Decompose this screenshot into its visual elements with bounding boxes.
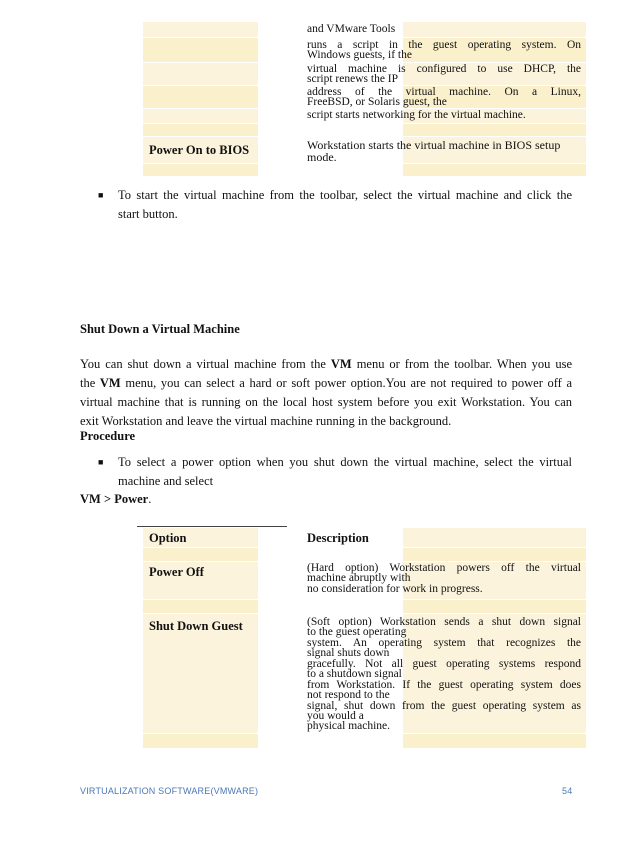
bullet-paragraph [118, 186, 572, 224]
cell-description: virtual machine is configured to use DHCP, the [307, 63, 581, 75]
bullet-marker: ■ [98, 190, 104, 200]
footer-title: VIRTUALIZATION SOFTWARE(VMWARE) [80, 786, 259, 796]
cell-description: script renews the IP [307, 73, 399, 85]
table-row [143, 124, 586, 137]
cell-description: machine abruptly with [307, 572, 411, 584]
table-row [143, 63, 586, 86]
cell-description: script starts networking for the virtual machine. [307, 109, 526, 121]
table-row [143, 38, 586, 63]
bullet-marker: ■ [98, 457, 104, 467]
table-row [143, 734, 586, 749]
cell-description: runs a script in the guest operating system. On [307, 39, 581, 51]
text-line: the VM menu, you can select a hard or soft power option.You are not required to power off a [80, 376, 573, 390]
cell-description: gracefully. Not all guest operating systems respond [307, 658, 581, 670]
cell-description: FreeBSD, or Solaris guest, the [307, 96, 447, 108]
cell-description: Workstation starts the virtual machine in BIOS setup [307, 138, 561, 152]
cell-description: signal shuts down [307, 647, 390, 659]
text-line: To select a power option when you shut down the virtual machine, select the virtual [118, 455, 572, 469]
bullet-paragraph [118, 453, 572, 491]
cell-description: and VMware Tools [307, 23, 396, 35]
column-header-option: Option [149, 531, 187, 545]
cell-description: to a shutdown signal [307, 668, 402, 680]
cell-description: system. An operating system that recognizes the [307, 637, 581, 649]
cell-description: Windows guests, if the [307, 49, 412, 61]
cell-description: you would a [307, 710, 364, 722]
cell-description: to the guest operating [307, 626, 407, 638]
table-row [143, 137, 586, 164]
cell-description: address of the virtual machine. On a Linux, [307, 86, 581, 98]
table-row [143, 86, 586, 109]
table-row [143, 164, 586, 177]
procedure-heading: Procedure [80, 429, 136, 443]
cell-description: mode. [307, 150, 337, 164]
table-row [143, 600, 586, 614]
cell-description: (Soft option) Workstation sends a shut down signal [307, 616, 581, 628]
section-heading: Shut Down a Virtual Machine [80, 322, 240, 336]
text-line: exit Workstation and leave the virtual machine running in the background. [80, 414, 452, 428]
table-row [143, 109, 586, 124]
cell-description: signal, shut down from the guest operating system as [307, 700, 581, 712]
table-row [143, 548, 586, 562]
table-row [143, 614, 586, 734]
power-off-label: Power Off [149, 565, 204, 579]
power-on-to-bios-label: Power On to BIOS [149, 143, 250, 157]
column-header-description: Description [307, 531, 369, 545]
page-number: 54 [562, 786, 573, 796]
cell-description: not respond to the [307, 689, 390, 701]
cell-description: no consideration for work in progress. [307, 583, 483, 595]
vm-power-line: VM > Power. [80, 492, 152, 506]
text-line: virtual machine that is running on the local host system before you exit Workstation. You can [80, 395, 572, 409]
cell-description: from Workstation. If the guest operating system does [307, 679, 581, 691]
text-line: start button. [118, 207, 178, 221]
cell-description: (Hard option) Workstation powers off the virtual [307, 562, 581, 574]
table-row [143, 562, 586, 600]
table-header-row [143, 528, 586, 548]
shut-down-guest-label: Shut Down Guest [149, 619, 243, 633]
text-line: You can shut down a virtual machine from the VM menu or from the toolbar. When you use [80, 357, 572, 371]
text-line: machine and select [118, 474, 214, 488]
table-row [143, 22, 586, 38]
text-line: To start the virtual machine from the toolbar, select the virtual machine and click the [118, 188, 572, 202]
table-top-rule [137, 526, 287, 527]
cell-description: physical machine. [307, 720, 391, 732]
body-paragraph [80, 355, 572, 431]
